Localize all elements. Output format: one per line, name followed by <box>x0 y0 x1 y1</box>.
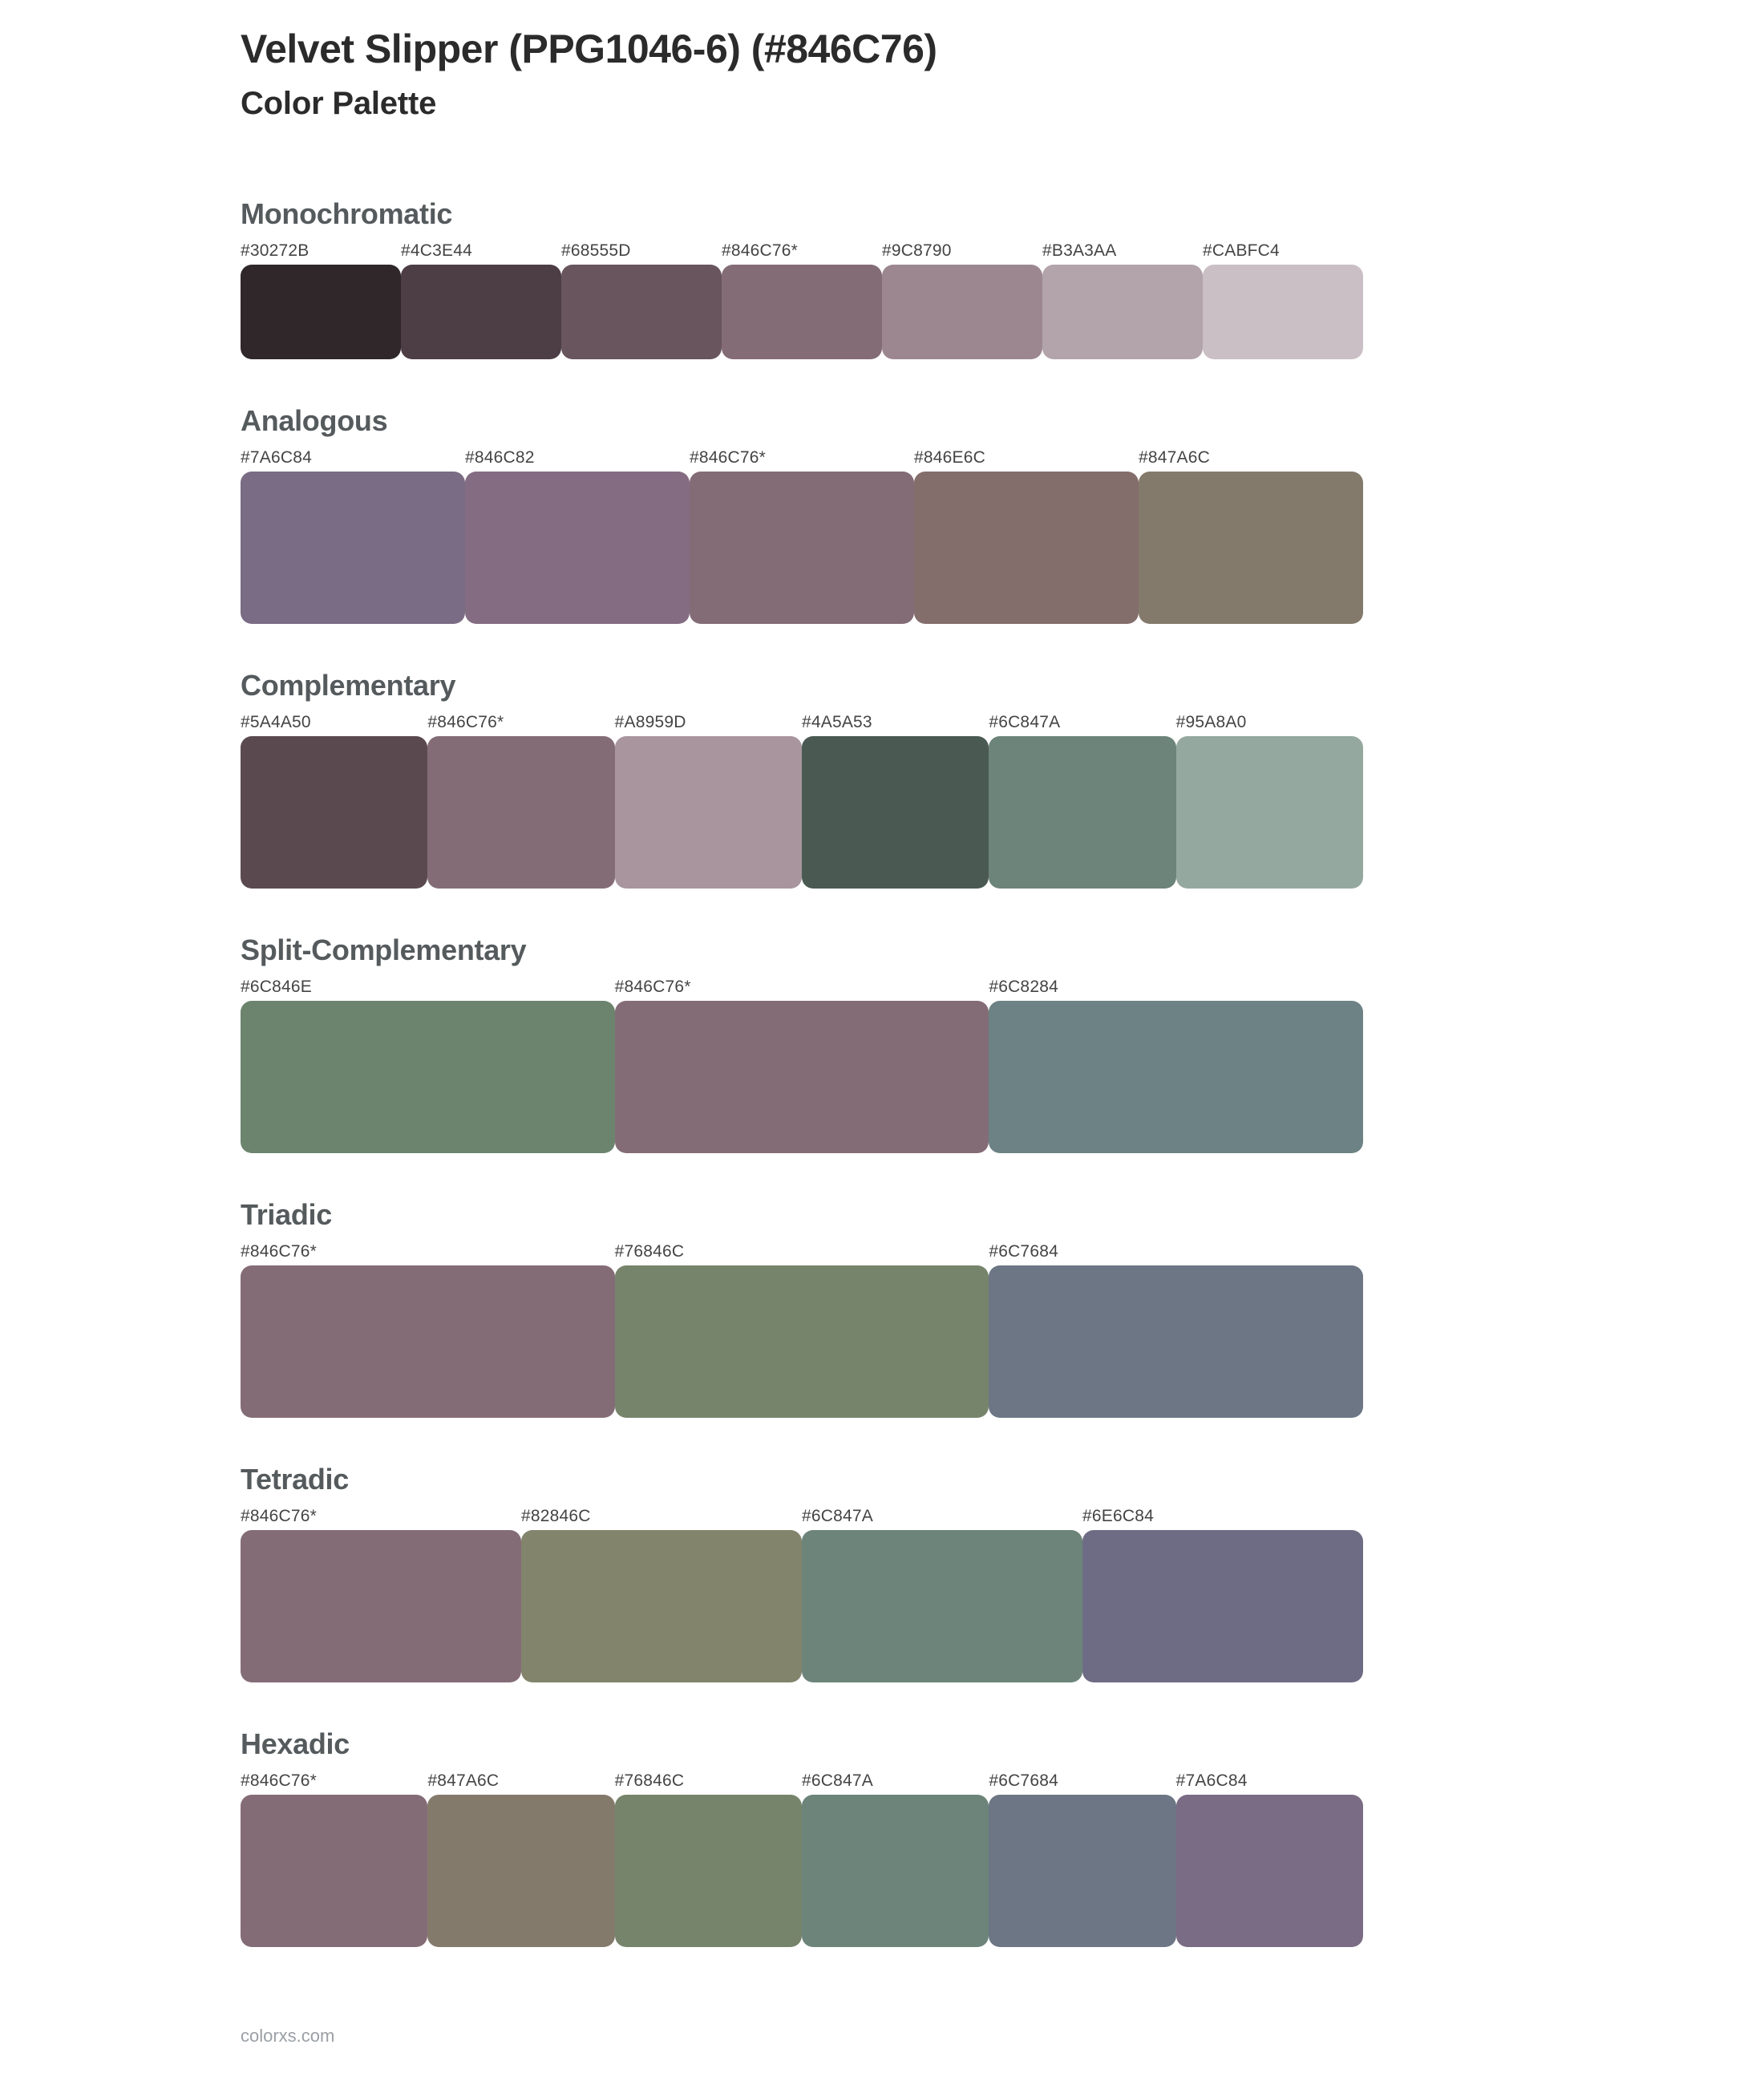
palette-section-hexadic <box>241 1727 1363 1947</box>
swatch-color-block[interactable] <box>722 265 882 359</box>
swatch-color-block[interactable] <box>241 472 465 624</box>
swatch-hex-label: #6C847A <box>801 1771 873 1790</box>
swatch-color-block[interactable] <box>1139 472 1363 624</box>
color-swatch[interactable] <box>465 444 690 624</box>
swatch-hex-label: #847A6C <box>427 1771 500 1790</box>
swatch-color-block[interactable] <box>241 265 401 359</box>
color-swatch[interactable] <box>1203 237 1363 359</box>
swatch-hex-label: #95A8A0 <box>1175 712 1247 731</box>
swatch-hex-label: #5A4A50 <box>241 712 311 731</box>
palette-section-triadic <box>241 1198 1363 1418</box>
color-swatch[interactable] <box>427 1767 614 1947</box>
palette-section-monochromatic <box>241 197 1363 359</box>
swatch-color-block[interactable] <box>241 1795 427 1947</box>
swatch-color-block[interactable] <box>241 1265 615 1418</box>
color-swatch[interactable] <box>241 1238 615 1418</box>
palette-section-complementary <box>241 669 1363 889</box>
swatch-color-block[interactable] <box>690 472 914 624</box>
swatch-color-block[interactable] <box>615 1795 802 1947</box>
color-swatch[interactable] <box>401 237 561 359</box>
swatch-hex-label: #846C82 <box>465 447 535 467</box>
color-swatch[interactable] <box>802 1767 989 1947</box>
swatch-hex-label: #76846C <box>614 1241 685 1261</box>
swatch-hex-label: #30272B <box>241 241 310 260</box>
swatch-hex-label: #B3A3AA <box>1042 241 1117 260</box>
swatch-color-block[interactable] <box>465 472 690 624</box>
color-swatch[interactable] <box>1176 709 1363 889</box>
swatch-hex-label: #4C3E44 <box>401 241 472 260</box>
color-swatch[interactable] <box>989 1238 1363 1418</box>
swatch-hex-label: #6C846E <box>241 977 312 996</box>
swatch-color-block[interactable] <box>802 1530 1082 1682</box>
swatch-color-block[interactable] <box>1176 1795 1363 1947</box>
swatch-hex-label: #9C8790 <box>882 241 952 260</box>
swatch-color-block[interactable] <box>882 265 1042 359</box>
swatch-row <box>241 974 1363 1153</box>
color-swatch[interactable] <box>914 444 1139 624</box>
swatch-hex-label: #6C847A <box>802 1506 873 1525</box>
section-title-monochromatic: Monochromatic <box>241 196 453 230</box>
swatch-color-block[interactable] <box>1176 736 1363 889</box>
swatch-hex-label: #6C8284 <box>989 977 1058 996</box>
color-swatch[interactable] <box>802 709 989 889</box>
color-swatch[interactable] <box>989 1767 1175 1947</box>
swatch-hex-label: #846C76* <box>690 447 767 467</box>
swatch-hex-label: #6C847A <box>989 712 1061 731</box>
swatch-color-block[interactable] <box>521 1530 802 1682</box>
swatch-hex-label: #846C76* <box>241 1241 318 1261</box>
section-title-hexadic: Hexadic <box>241 1727 350 1760</box>
swatch-color-block[interactable] <box>989 1795 1175 1947</box>
swatch-color-block[interactable] <box>1042 265 1203 359</box>
page-subtitle: Color Palette <box>241 85 437 121</box>
swatch-color-block[interactable] <box>241 1530 521 1682</box>
swatch-hex-label: #A8959D <box>614 712 686 731</box>
swatch-color-block[interactable] <box>989 736 1175 889</box>
swatch-hex-label: #6C7684 <box>989 1241 1058 1261</box>
color-swatch[interactable] <box>521 1503 802 1682</box>
palette-section-analogous <box>241 404 1363 624</box>
color-swatch[interactable] <box>722 237 882 359</box>
color-swatch[interactable] <box>1176 1767 1363 1947</box>
swatch-hex-label: #7A6C84 <box>1175 1771 1248 1790</box>
color-swatch[interactable] <box>241 709 427 889</box>
color-swatch[interactable] <box>241 237 401 359</box>
swatch-color-block[interactable] <box>241 1001 615 1153</box>
swatch-color-block[interactable] <box>401 265 561 359</box>
swatch-hex-label: #846C76* <box>427 712 504 731</box>
swatch-hex-label: #82846C <box>521 1506 591 1525</box>
page-title: Velvet Slipper (PPG1046-6) (#846C76) <box>241 26 937 71</box>
color-swatch[interactable] <box>561 237 722 359</box>
swatch-color-block[interactable] <box>989 1265 1363 1418</box>
swatch-color-block[interactable] <box>561 265 722 359</box>
swatch-hex-label: #6E6C84 <box>1082 1506 1154 1525</box>
palette-section-tetradic <box>241 1463 1363 1682</box>
color-swatch[interactable] <box>1139 444 1363 624</box>
color-swatch[interactable] <box>241 1767 427 1947</box>
swatch-color-block[interactable] <box>427 736 614 889</box>
section-title-split-complementary: Split-Complementary <box>241 933 527 966</box>
section-title-tetradic: Tetradic <box>241 1462 349 1496</box>
swatch-color-block[interactable] <box>615 1265 989 1418</box>
color-swatch[interactable] <box>1082 1503 1363 1682</box>
swatch-hex-label: #846C76* <box>241 1506 318 1525</box>
swatch-color-block[interactable] <box>989 1001 1363 1153</box>
swatch-hex-label: #CABFC4 <box>1203 241 1280 260</box>
color-swatch[interactable] <box>989 709 1175 889</box>
section-title-complementary: Complementary <box>241 668 456 702</box>
color-swatch[interactable] <box>802 1503 1082 1682</box>
color-swatch[interactable] <box>615 709 802 889</box>
swatch-hex-label: #68555D <box>561 241 631 260</box>
color-swatch[interactable] <box>241 1503 521 1682</box>
swatch-row <box>241 237 1363 359</box>
swatch-hex-label: #846C76* <box>614 977 691 996</box>
swatch-color-block[interactable] <box>427 1795 614 1947</box>
section-title-analogous: Analogous <box>241 403 388 437</box>
site-footer: colorxs.com <box>241 2026 335 2046</box>
swatch-color-block[interactable] <box>1203 265 1363 359</box>
swatch-hex-label: #6C7684 <box>989 1771 1058 1790</box>
color-swatch[interactable] <box>989 974 1363 1153</box>
swatch-row <box>241 1767 1363 1947</box>
swatch-hex-label: #847A6C <box>1139 447 1210 467</box>
color-swatch[interactable] <box>615 1767 802 1947</box>
color-swatch[interactable] <box>615 974 989 1153</box>
color-swatch[interactable] <box>615 1238 989 1418</box>
color-swatch[interactable] <box>1042 237 1203 359</box>
color-swatch[interactable] <box>241 444 465 624</box>
color-swatch[interactable] <box>427 709 614 889</box>
swatch-row <box>241 444 1363 624</box>
palette-sections <box>0 197 1764 1947</box>
swatch-hex-label: #4A5A53 <box>801 712 872 731</box>
color-swatch[interactable] <box>690 444 914 624</box>
swatch-hex-label: #846E6C <box>914 447 985 467</box>
section-title-triadic: Triadic <box>241 1197 332 1231</box>
swatch-color-block[interactable] <box>615 736 802 889</box>
swatch-hex-label: #7A6C84 <box>241 447 312 467</box>
swatch-color-block[interactable] <box>802 736 989 889</box>
swatch-hex-label: #846C76* <box>722 241 799 260</box>
swatch-row <box>241 709 1363 889</box>
palette-section-split-complementary <box>241 933 1363 1153</box>
swatch-row <box>241 1238 1363 1418</box>
color-swatch[interactable] <box>241 974 615 1153</box>
swatch-color-block[interactable] <box>615 1001 989 1153</box>
swatch-color-block[interactable] <box>914 472 1139 624</box>
color-swatch[interactable] <box>882 237 1042 359</box>
swatch-hex-label: #76846C <box>614 1771 685 1790</box>
swatch-color-block[interactable] <box>1082 1530 1363 1682</box>
swatch-color-block[interactable] <box>241 736 427 889</box>
swatch-hex-label: #846C76* <box>241 1771 318 1790</box>
swatch-row <box>241 1503 1363 1682</box>
swatch-color-block[interactable] <box>802 1795 989 1947</box>
